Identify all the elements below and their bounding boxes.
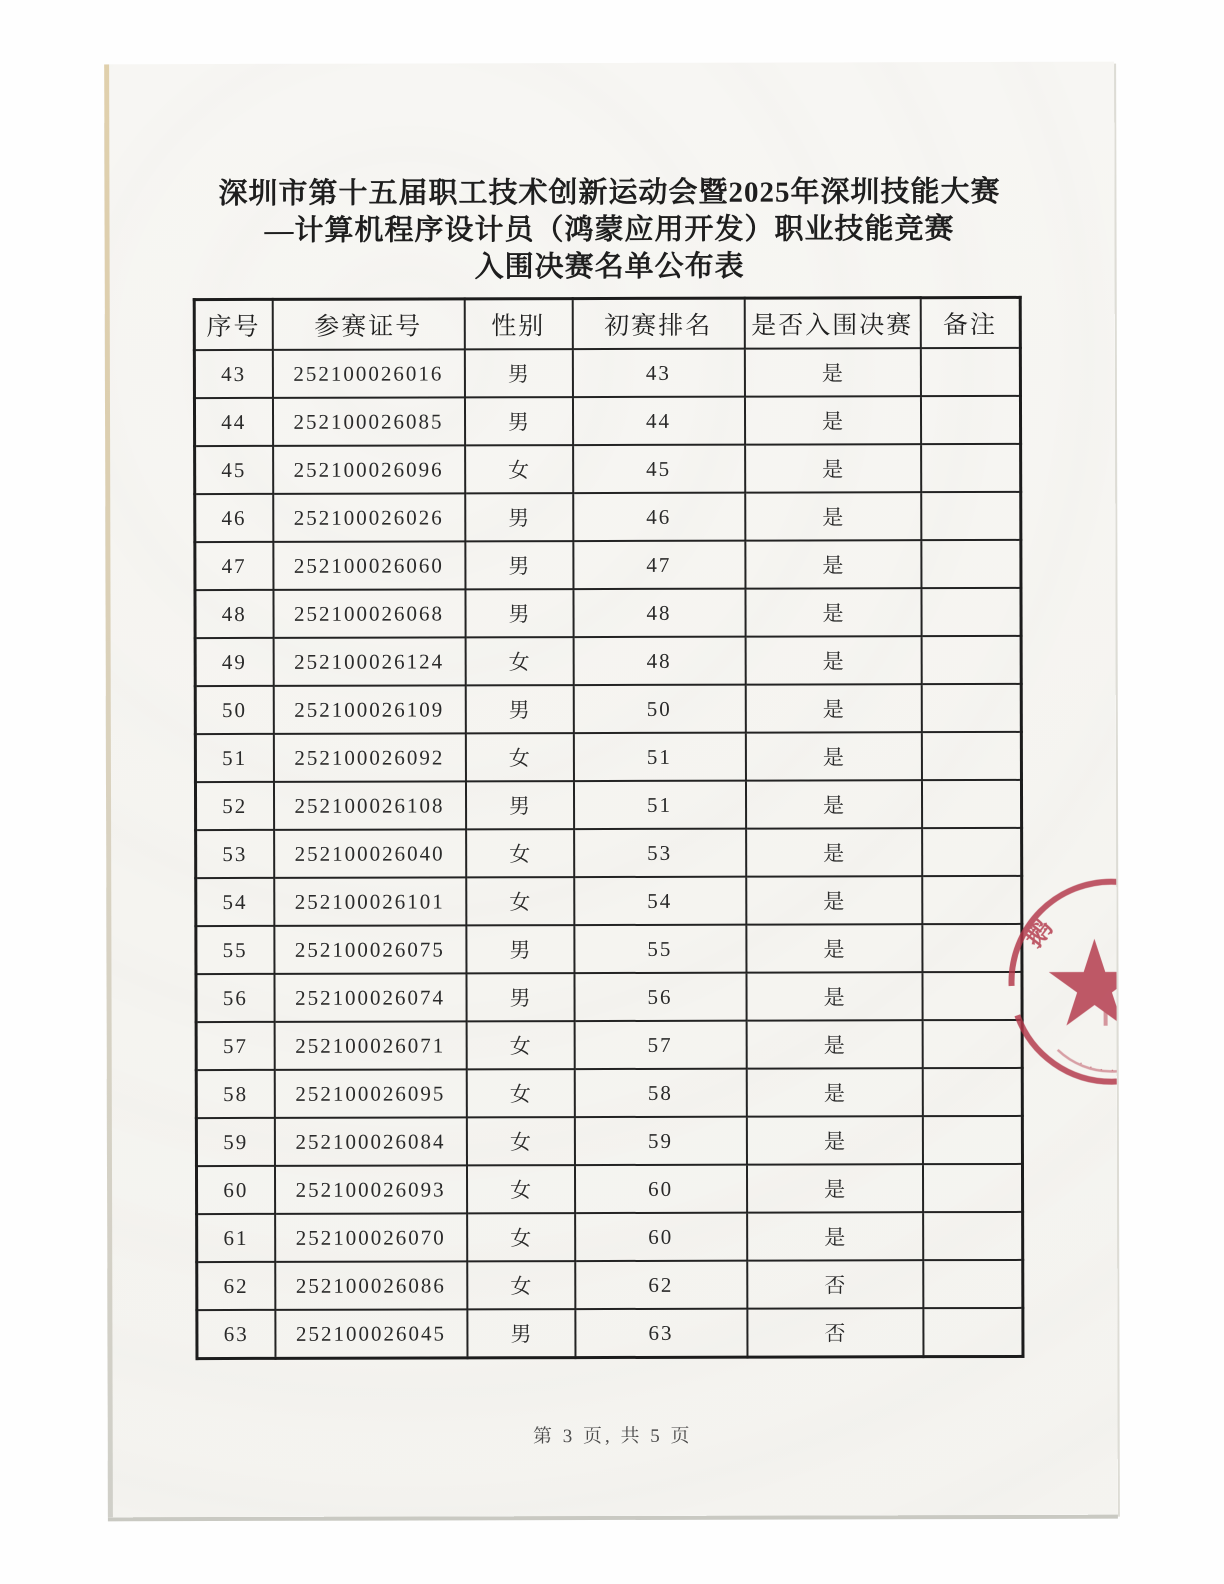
cell-rank: 63 <box>575 1309 747 1358</box>
cell-shortlisted: 是 <box>744 396 920 444</box>
table-row <box>195 732 1021 782</box>
table-row <box>196 972 1022 1022</box>
title-line-2: —计算机程序设计员（鸿蒙应用开发）职业技能竞赛 <box>264 213 955 247</box>
header-id: 参赛证号 <box>272 299 464 350</box>
cell-shortlisted: 是 <box>746 1116 922 1164</box>
cell-shortlisted: 是 <box>746 1164 922 1212</box>
cell-gender: 女 <box>466 829 574 877</box>
cell-gender: 女 <box>466 1021 574 1069</box>
cell-gender: 女 <box>467 1261 575 1309</box>
cell-gender: 女 <box>465 733 573 781</box>
cell-remark <box>920 348 1020 396</box>
cell-id: 252100026045 <box>275 1309 467 1358</box>
cell-rank: 47 <box>573 541 745 589</box>
header-row <box>194 297 1020 350</box>
cell-no: 49 <box>195 638 273 686</box>
cell-shortlisted: 是 <box>745 732 921 780</box>
cell-no: 62 <box>197 1262 275 1310</box>
cell-id: 252100026016 <box>272 349 464 398</box>
cell-id: 252100026095 <box>274 1069 466 1118</box>
cell-remark <box>921 684 1021 732</box>
cell-rank: 59 <box>574 1117 746 1165</box>
cell-no: 51 <box>195 734 273 782</box>
cell-rank: 50 <box>573 685 745 733</box>
cell-remark <box>922 1116 1022 1164</box>
table-row <box>196 876 1022 926</box>
cell-gender: 女 <box>465 637 573 685</box>
table-row <box>196 828 1022 878</box>
cell-gender: 女 <box>466 1069 574 1117</box>
table-row <box>195 780 1021 830</box>
table-row <box>197 1212 1023 1262</box>
cell-rank: 45 <box>573 445 745 493</box>
table-row <box>195 636 1021 686</box>
cell-id: 252100026108 <box>273 781 465 830</box>
cell-remark <box>921 540 1021 588</box>
table-row <box>195 444 1021 494</box>
cell-shortlisted: 是 <box>745 684 921 732</box>
cell-gender: 男 <box>465 541 573 589</box>
header-remark: 备注 <box>920 297 1020 348</box>
cell-no: 48 <box>195 590 273 638</box>
cell-no: 63 <box>197 1310 275 1359</box>
cell-rank: 58 <box>574 1069 746 1117</box>
cell-no: 46 <box>195 494 273 542</box>
cell-gender: 男 <box>467 1309 575 1358</box>
cell-no: 61 <box>197 1214 275 1262</box>
cell-id: 252100026096 <box>273 445 465 494</box>
page-footer: 第 3 页, 共 5 页 <box>532 1425 693 1448</box>
finalists-table <box>193 296 1025 1360</box>
cell-no: 45 <box>195 446 273 494</box>
cell-shortlisted: 是 <box>746 876 922 924</box>
cell-rank: 54 <box>574 877 746 925</box>
cell-remark <box>922 828 1022 876</box>
table-row <box>196 924 1022 974</box>
cell-remark <box>921 732 1021 780</box>
cell-gender: 男 <box>465 781 573 829</box>
cell-no: 54 <box>196 878 274 926</box>
cell-rank: 56 <box>574 973 746 1021</box>
cell-gender: 男 <box>465 493 573 541</box>
cell-id: 252100026070 <box>275 1213 467 1262</box>
table-row <box>196 1116 1022 1166</box>
cell-id: 252100026084 <box>274 1117 466 1166</box>
cell-shortlisted: 否 <box>747 1260 923 1308</box>
cell-gender: 男 <box>465 589 573 637</box>
cell-remark <box>923 1308 1023 1357</box>
cell-remark <box>922 1164 1022 1212</box>
cell-rank: 46 <box>573 493 745 541</box>
cell-gender: 男 <box>466 925 574 973</box>
paper-sheet <box>104 62 1118 1518</box>
cell-id: 252100026026 <box>273 493 465 542</box>
seal-bottom-marks: ᐧ ᐧ · ᐧ <box>1077 1058 1117 1077</box>
cell-no: 55 <box>196 926 274 974</box>
cell-no: 44 <box>194 398 272 446</box>
cell-remark <box>921 444 1021 492</box>
cell-id: 252100026068 <box>273 589 465 638</box>
cell-shortlisted: 是 <box>746 1020 922 1068</box>
table-row <box>196 1164 1022 1214</box>
cell-shortlisted: 是 <box>744 348 920 396</box>
cell-rank: 60 <box>574 1165 746 1213</box>
official-seal-stamp <box>999 871 1118 1094</box>
cell-shortlisted: 是 <box>745 588 921 636</box>
cell-rank: 43 <box>572 349 744 397</box>
cell-shortlisted: 是 <box>745 780 921 828</box>
cell-shortlisted: 是 <box>746 972 922 1020</box>
cell-gender: 男 <box>464 397 572 445</box>
cell-id: 252100026124 <box>273 637 465 686</box>
cell-shortlisted: 是 <box>747 1212 923 1260</box>
cell-shortlisted: 是 <box>745 492 921 540</box>
cell-id: 252100026040 <box>274 829 466 878</box>
cell-remark <box>921 492 1021 540</box>
cell-id: 252100026075 <box>274 925 466 974</box>
cell-gender: 男 <box>465 685 573 733</box>
cell-remark <box>923 1260 1023 1308</box>
cell-shortlisted: 是 <box>745 540 921 588</box>
table-row <box>196 1068 1022 1118</box>
cell-gender: 女 <box>466 1165 574 1213</box>
cell-remark <box>920 396 1020 444</box>
cell-rank: 48 <box>573 589 745 637</box>
cell-shortlisted: 是 <box>746 924 922 972</box>
cell-id: 252100026101 <box>274 877 466 926</box>
cell-id: 252100026085 <box>272 397 464 446</box>
cell-id: 252100026109 <box>273 685 465 734</box>
cell-no: 56 <box>196 974 274 1022</box>
cell-rank: 53 <box>574 829 746 877</box>
cell-no: 58 <box>196 1070 274 1118</box>
cell-no: 43 <box>194 350 272 398</box>
cell-no: 52 <box>195 782 273 830</box>
title-line-1: 深圳市第十五届职工技术创新运动会暨2025年深圳技能大赛 <box>218 175 1001 211</box>
cell-rank: 55 <box>574 925 746 973</box>
cell-shortlisted: 是 <box>746 1068 922 1116</box>
header-rank: 初赛排名 <box>572 298 744 349</box>
cell-id: 252100026092 <box>273 733 465 782</box>
cell-rank: 60 <box>575 1213 747 1261</box>
seal-graphic <box>999 871 1118 1094</box>
header-shortlisted: 是否入围决赛 <box>744 298 920 349</box>
seal-arc-text: 鹅 <box>1017 912 1059 953</box>
seal-inner-mark <box>1104 1012 1108 1026</box>
table-row <box>196 1020 1022 1070</box>
cell-remark <box>923 1212 1023 1260</box>
cell-id: 252100026074 <box>274 973 466 1022</box>
table-row <box>197 1260 1023 1310</box>
cell-no: 57 <box>196 1022 274 1070</box>
table-row <box>195 540 1021 590</box>
header-no: 序号 <box>194 299 272 350</box>
cell-gender: 女 <box>467 1213 575 1261</box>
cell-shortlisted: 是 <box>745 636 921 684</box>
cell-shortlisted: 否 <box>747 1308 923 1357</box>
table-row <box>194 396 1020 446</box>
cell-remark <box>921 588 1021 636</box>
cell-gender: 男 <box>466 973 574 1021</box>
cell-remark <box>921 780 1021 828</box>
cell-gender: 女 <box>465 445 573 493</box>
cell-shortlisted: 是 <box>745 444 921 492</box>
header-gender: 性别 <box>464 299 572 350</box>
cell-id: 252100026060 <box>273 541 465 590</box>
cell-remark <box>921 636 1021 684</box>
cell-id: 252100026086 <box>275 1261 467 1310</box>
cell-id: 252100026071 <box>274 1021 466 1070</box>
cell-no: 59 <box>196 1118 274 1166</box>
cell-no: 53 <box>196 830 274 878</box>
cell-rank: 51 <box>573 781 745 829</box>
table-row <box>195 492 1021 542</box>
table-row <box>195 588 1021 638</box>
table-row <box>197 1308 1023 1359</box>
cell-rank: 48 <box>573 637 745 685</box>
cell-gender: 女 <box>466 1117 574 1165</box>
cell-rank: 44 <box>572 397 744 445</box>
title-line-3: 入围决赛名单公布表 <box>474 250 745 284</box>
document-title <box>104 174 1114 288</box>
cell-no: 60 <box>196 1166 274 1214</box>
cell-id: 252100026093 <box>274 1165 466 1214</box>
cell-no: 50 <box>195 686 273 734</box>
cell-rank: 57 <box>574 1021 746 1069</box>
cell-rank: 62 <box>575 1261 747 1309</box>
cell-no: 47 <box>195 542 273 590</box>
cell-gender: 女 <box>466 877 574 925</box>
cell-rank: 51 <box>573 733 745 781</box>
table-row <box>195 684 1021 734</box>
cell-gender: 男 <box>464 349 572 397</box>
cell-shortlisted: 是 <box>746 828 922 876</box>
table-row <box>194 348 1020 398</box>
